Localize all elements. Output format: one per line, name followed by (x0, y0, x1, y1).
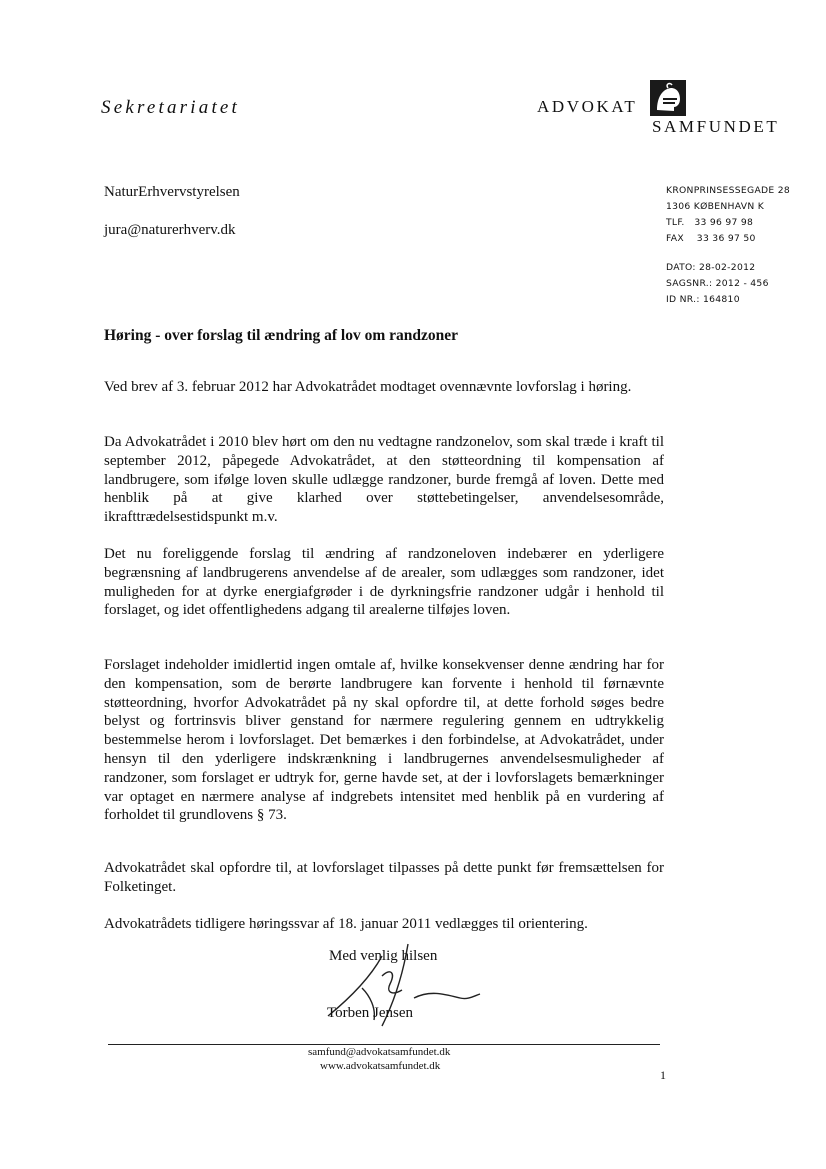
secretariat-heading: Sekretariatet (101, 97, 241, 118)
body-paragraph-1: Ved brev af 3. februar 2012 har Advokatrådet modtaget ovennævnte lovforslag i høring. (104, 379, 632, 395)
recipient-name: NaturErhvervstyrelsen (104, 184, 240, 200)
body-paragraph-2: Da Advokatrådet i 2010 blev hørt om den nu vedtagne randzonelov, som skal træde i kraft til september 2012, påpegede Advokatrådet, at den støtteordning til kompensation af landbrugere, som ifølge loven skulle udlægge randzoner, burde fremgå af loven. Dette med henblik på at give klarhed over støttebetingelser, anvendelsesområde, ikrafttrædelsestidspunkt m.v. (104, 434, 664, 526)
id-number: ID NR.: 164810 (666, 294, 740, 305)
brand-name-line2: SAMFUNDET (652, 117, 780, 136)
body-paragraph-5: Advokatrådet skal opfordre til, at lovforslaget tilpasses på dette punkt før fremsættelsen for Folketinget. (104, 860, 664, 895)
address-fax: FAX 33 36 97 50 (666, 233, 756, 244)
footer-website: www.advokatsamfundet.dk (320, 1060, 441, 1072)
body-paragraph-6: Advokatrådets tidligere høringssvar af 18. januar 2011 vedlægges til orientering. (104, 916, 588, 932)
address-street: KRONPRINSESSEGADE 28 (666, 185, 791, 196)
letter-date: DATO: 28-02-2012 (666, 262, 756, 273)
address-phone: TLF. 33 96 97 98 (666, 217, 754, 228)
page-number: 1 (660, 1068, 666, 1082)
footer-email: samfund@advokatsamfundet.dk (308, 1046, 451, 1058)
body-paragraph-3: Det nu foreliggende forslag til ændring af randzoneloven indebærer en yderligere begrænsning af landbrugerens anvendelse af de arealer, som udlægges som randzoner, idet muligheden for at dyrke energiafgrøder i de dyrkningsfrie randzoner udgår i henhold til forslaget, og idet offentlighedens adgang til arealerne tilføjes loven. (104, 546, 664, 619)
signatory-name: Torben Jensen (327, 1005, 414, 1021)
letter-subject: Høring - over forslag til ændring af lov om randzoner (104, 327, 459, 344)
body-paragraph-4: Forslaget indeholder imidlertid ingen omtale af, hvilke konsekvenser denne ændring har for den kompensation, som de berørte landbrugere kan forvente i henhold til førnævnte støtteordning, hvorfor Advokatrådet på ny skal opfordre til, at dette forhold søges bedre belyst og fortrinsvis bliver genstand for nærmere regulering gennem en udtrykkelig bestemmelse herom i lovforslaget. Det bemærkes i den forbindelse, at Advokatrådet, under hensyn til den yderligere indskrænkning i landbrugernes anvendelsesmuligheder af randzoner, som forslaget er udtryk for, gerne havde set, at der i lovforslagets bemærkninger var optaget en nærmere analyse af indgrebets intensitet med henblik på en vurdering af forholdet til grundlovens § 73. (104, 657, 664, 824)
closing-greeting: Med venlig hilsen (329, 948, 438, 964)
knight-helmet-icon (650, 80, 686, 116)
brand-name-line1: ADVOKAT (537, 97, 638, 116)
case-number: SAGSNR.: 2012 - 456 (666, 278, 769, 289)
recipient-email: jura@naturerhverv.dk (104, 222, 236, 238)
footer-divider (108, 1044, 660, 1045)
address-city: 1306 KØBENHAVN K (666, 201, 765, 212)
